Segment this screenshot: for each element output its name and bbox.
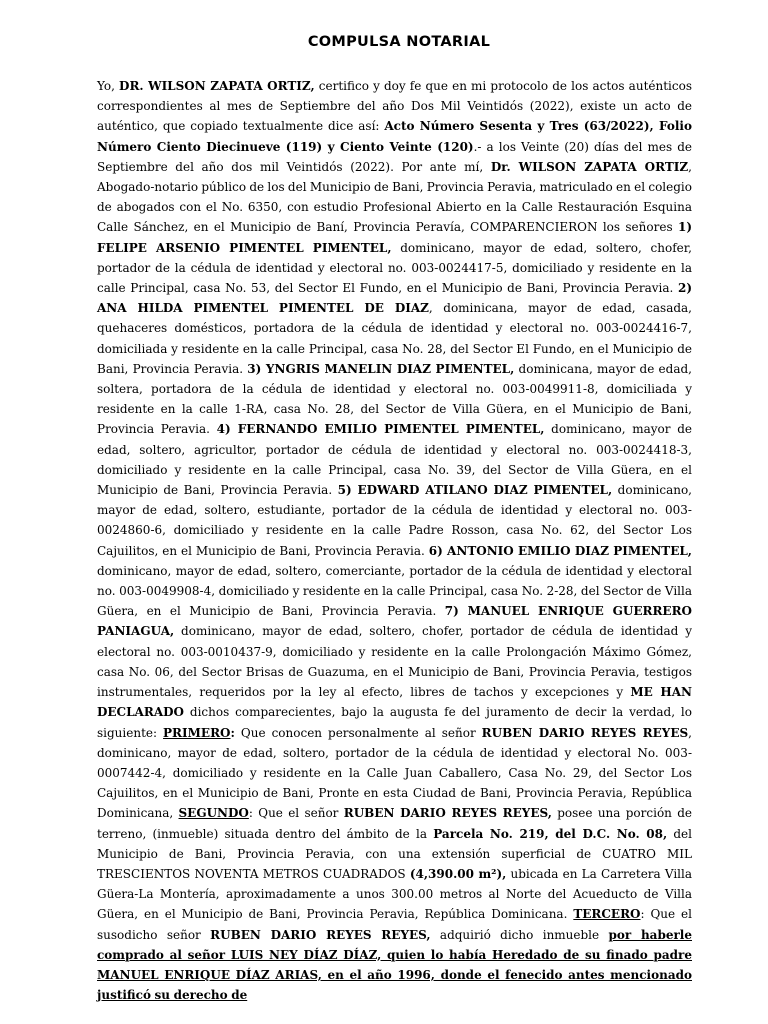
- text-segment: dominicano, mayor de edad, soltero, chofer, portador de cédula de identidad y electoral no. 003-0010437-9, domiciliado y residente en la calle Prolongación Máximo Gómez, casa No. 06, del Sector Brisas de Guazuma, en el Municipio de Bani, Provincia Peravia, testigos instrumentales, requeridos por la ley al efecto, libres de tachos y excepciones y: [97, 624, 692, 700]
- text-segment: dominicana, mayor de edad, soltera, portadora de la cédula de identidad y electoral no. 003-0049911-8, domiciliada y residente en la calle 1-RA, casa No. 28, del Sector de Villa Güera, en el Municipio de Bani, Provincia Peravia.: [97, 361, 692, 437]
- bold-text-segment: 4) FERNANDO EMILIO PIMENTEL PIMENTEL,: [216, 422, 545, 437]
- text-segment: posee una porción de terreno, (inmueble) situada dentro del ámbito de la: [97, 806, 692, 841]
- bold-text-segment: (4,390.00 m²),: [409, 866, 507, 881]
- bold-text-segment: 5) EDWARD ATILANO DIAZ PIMENTEL,: [337, 483, 613, 498]
- text-segment: dichos comparecientes, bajo la augusta fe del juramento de decir la verdad, lo siguiente:: [97, 705, 692, 740]
- text-segment: : Que el señor: [248, 806, 344, 821]
- bold-text-segment: PRIMERO: [163, 725, 231, 740]
- text-segment: dominicano, mayor de edad, soltero, chofer, portador de la cédula de identidad y electoral no. 003-0024417-5, domiciliado y residente en la calle Principal, casa No. 53, del Sector El Fundo, en el Municipio de Bani, Provincia Peravia.: [97, 240, 692, 296]
- bold-text-segment: DR. WILSON ZAPATA ORTIZ,: [119, 79, 315, 93]
- text-segment: Yo,: [97, 79, 120, 93]
- bold-text-segment: Dr. WILSON ZAPATA ORTIZ: [490, 159, 689, 174]
- text-segment: .- a los Veinte (20) días del mes de Septiembre del año dos mil Veintidós (2022). Por ante mí,: [97, 139, 693, 174]
- bold-text-segment: por haberle comprado al señor LUIS NEY DÍAZ DÍAZ, quien lo había Heredado de su finado padre MANUEL ENRIQUE DÍAZ ARIAS, en el año 1996, donde el fenecido antes mencionado justificó su derecho de: [97, 927, 692, 1003]
- text-segment: : Que el susodicho señor: [97, 907, 692, 942]
- text-segment: , dominicana, mayor de edad, casada, quehaceres domésticos, portadora de la cédula de identidad y electoral no. 003-0024416-7, domiciliada y residente en la calle Principal, casa No. 28, del Sector El Fundo, en el Municipio de Bani, Provincia Peravia.: [97, 301, 692, 376]
- text-segment: adquirió dicho inmueble: [430, 927, 609, 942]
- document-title: COMPULSA NOTARIAL: [307, 34, 491, 50]
- bold-text-segment: Acto Número Sesenta y Tres (63/2022), Folio Número Ciento Diecinueve (119) y Ciento Veinte (120): [97, 119, 692, 154]
- bold-text-segment: 2) ANA HILDA PIMENTEL PIMENTEL DE DIAZ: [97, 281, 692, 316]
- document-body-paragraph: [97, 76, 692, 1005]
- bold-text-segment: RUBEN DARIO REYES REYES,: [343, 806, 552, 821]
- bold-text-segment: ME HAN DECLARADO: [97, 685, 693, 720]
- bold-text-segment: 7) MANUEL ENRIQUE GUERRERO PANIAGUA,: [97, 604, 693, 639]
- text-segment: dominicano, mayor de edad, soltero, estudiante, portador de la cédula de identidad y electoral no. 003-0024860-6, domiciliado y residente en la calle Padre Rosson, casa No. 62, del Sector Los Cajuilitos, en el Municipio de Bani, Provincia Peravia.: [97, 483, 692, 558]
- bold-text-segment: RUBEN DARIO REYES REYES: [481, 725, 689, 740]
- bold-text-segment: Parcela No. 219, del D.C. No. 08,: [433, 826, 668, 841]
- text-segment: , Abogado-notario público de los del Municipio de Bani, Provincia Peravia, matriculado en el colegio de abogados con el No. 6350, con estudio Profesional Abierto en la Calle Restauración Esquina Calle Sánchez, en el Municipio de Baní, Provincia Peravía, COMPARENCIERON los señores: [97, 159, 692, 235]
- bold-text-segment: 6) ANTONIO EMILIO DIAZ PIMENTEL,: [428, 543, 692, 558]
- text-segment: ubicada en La Carretera Villa Güera-La Montería, aproximadamente a unos 300.00 metros al Norte del Acueducto de Villa Güera, en el Municipio de Bani, Provincia Peravia, República Dominicana.: [97, 866, 692, 922]
- bold-text-segment: 3) YNGRIS MANELIN DIAZ PIMENTEL,: [247, 361, 515, 376]
- bold-text-segment: TERCERO: [573, 907, 641, 922]
- text-segment: Que conocen personalmente al señor: [234, 725, 482, 740]
- bold-text-segment: :: [230, 725, 235, 740]
- text-segment: certifico y doy fe que en mi protocolo de los actos auténticos correspondientes al mes de Septiembre del año Dos Mil Veintidós (2022), existe un acto de auténtico, que copiado textualmente dice así:: [97, 79, 692, 134]
- bold-text-segment: SEGUNDO: [178, 806, 249, 821]
- bold-text-segment: 1) FELIPE ARSENIO PIMENTEL PIMENTEL,: [97, 220, 692, 255]
- bold-text-segment: RUBEN DARIO REYES REYES,: [210, 927, 431, 942]
- text-segment: , dominicano, mayor de edad, soltero, portador de la cédula de identidad y electoral No. 003-0007442-4, domiciliado y residente en la Calle Juan Caballero, Casa No. 29, del Sector Los Cajuilitos, en el Municipio de Bani, Pronte en esta Ciudad de Bani, Provincia Peravia, República Dominicana,: [97, 725, 692, 821]
- text-segment: dominicano, mayor de edad, soltero, agricultor, portador de cédula de identidad y electoral no. 003-0024418-3, domiciliado y residente en la calle Principal, casa No. 39, del Sector de Villa Güera, en el Municipio de Bani, Provincia Peravia.: [97, 422, 692, 498]
- text-segment: dominicano, mayor de edad, soltero, comerciante, portador de la cédula de identidad y electoral no. 003-0049908-4, domiciliado y residente en la calle Principal, casa No. 2-28, del Sector de Villa Güera, en el Municipio de Bani, Provincia Peravia.: [97, 563, 692, 619]
- text-segment: del Municipio de Bani, Provincia Peravia, con una extensión superficial de CUATRO MIL TRESCIENTOS NOVENTA METROS CUADRADOS: [97, 826, 692, 881]
